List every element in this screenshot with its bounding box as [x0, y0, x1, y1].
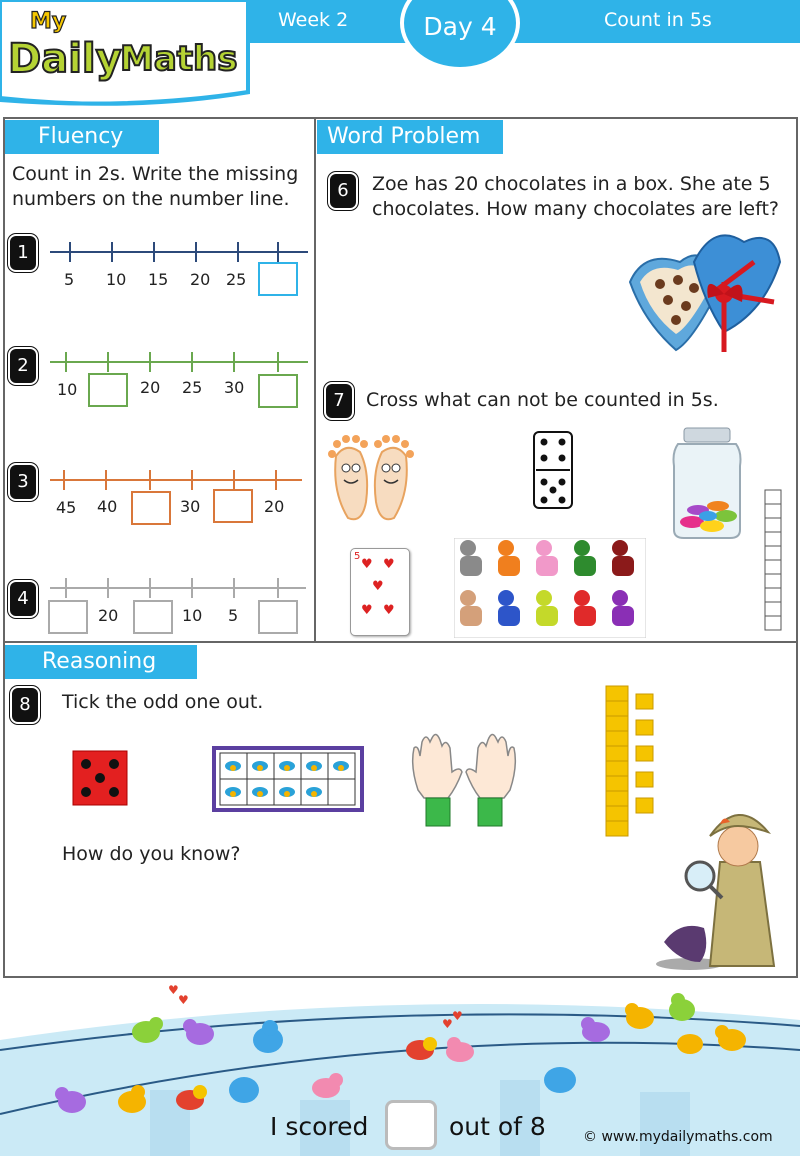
- question-number-1: 1: [10, 236, 36, 270]
- fluency-title: Fluency: [5, 120, 159, 154]
- number-label: 20: [190, 270, 211, 289]
- domino-image[interactable]: [532, 430, 574, 510]
- day-label: Day 4: [423, 12, 497, 41]
- svg-text:♥: ♥: [178, 993, 189, 1007]
- answer-box[interactable]: [88, 373, 128, 407]
- dice-image[interactable]: [72, 750, 128, 806]
- number-label: 40: [97, 497, 118, 516]
- answer-box[interactable]: [133, 600, 173, 634]
- question-number-7: 7: [326, 384, 352, 418]
- svg-text:♥: ♥: [452, 1009, 463, 1023]
- logo: [0, 0, 250, 112]
- number-label: 10: [57, 380, 78, 399]
- number-label: 25: [226, 270, 247, 289]
- number-label: 20: [140, 378, 161, 397]
- question-number-6: 6: [330, 174, 356, 208]
- svg-text:♥: ♥: [168, 983, 179, 997]
- number-label: 10: [182, 606, 203, 625]
- week-label: Week 2: [278, 9, 349, 31]
- heart-icon: ♥: [383, 603, 395, 618]
- detective-image: [650, 802, 790, 974]
- dogs-image[interactable]: [454, 538, 646, 638]
- logo-maths: Maths: [120, 39, 238, 79]
- number-label: 30: [180, 497, 201, 516]
- tens-rod-image[interactable]: [762, 488, 784, 636]
- number-label: 25: [182, 378, 203, 397]
- hands-image[interactable]: [404, 726, 524, 828]
- logo-my: My: [30, 9, 67, 34]
- reasoning-title: Reasoning: [5, 645, 197, 679]
- score-input-box[interactable]: [385, 1100, 437, 1150]
- svg-text:♥: ♥: [442, 1017, 453, 1031]
- question-number-8: 8: [12, 688, 38, 722]
- number-label: 5: [64, 270, 75, 289]
- answer-box[interactable]: [213, 489, 253, 523]
- answer-box[interactable]: [48, 600, 88, 634]
- question-8-text: Tick the odd one out.: [62, 691, 264, 713]
- answer-box[interactable]: [258, 374, 298, 408]
- question-number-2: 2: [10, 349, 36, 383]
- copyright-text: © www.mydailymaths.com: [583, 1129, 773, 1145]
- question-number-4: 4: [10, 582, 36, 616]
- number-label: 15: [148, 270, 169, 289]
- number-line-3: [48, 466, 310, 496]
- answer-box[interactable]: [258, 600, 298, 634]
- out-of-label: out of 8: [449, 1112, 546, 1141]
- number-label: 20: [98, 606, 119, 625]
- answer-box[interactable]: [258, 262, 298, 296]
- card-rank: 5: [354, 551, 361, 562]
- question-number-3: 3: [10, 465, 36, 499]
- question-6-text: Zoe has 20 chocolates in a box. She ate 5 chocolates. How many chocolates are left?: [372, 173, 779, 220]
- base-ten-blocks-image[interactable]: [604, 684, 656, 842]
- number-label: 10: [106, 270, 127, 289]
- heart-icon: ♥: [361, 603, 373, 618]
- ten-frame-image[interactable]: [212, 746, 364, 812]
- question-7-text: Cross what can not be counted in 5s.: [366, 389, 719, 411]
- number-label: 20: [264, 497, 285, 516]
- number-label: 45: [56, 498, 77, 517]
- feet-image[interactable]: [326, 432, 416, 524]
- scored-label: I scored: [270, 1112, 369, 1141]
- playing-card-image[interactable]: [350, 548, 410, 636]
- heart-icon: ♥: [361, 557, 373, 572]
- question-8-followup: How do you know?: [62, 843, 241, 865]
- word-problem-title: Word Problem: [317, 120, 503, 154]
- number-label: 5: [228, 606, 239, 625]
- chocolate-box-image: [624, 222, 784, 362]
- logo-daily: Daily: [8, 36, 122, 82]
- topic-label: Count in 5s: [604, 9, 712, 31]
- heart-icon: ♥: [372, 579, 384, 594]
- answer-box[interactable]: [131, 491, 171, 525]
- fluency-instruction: Count in 2s. Write the missing numbers on the number line.: [12, 163, 299, 210]
- heart-icon: ♥: [383, 557, 395, 572]
- number-label: 30: [224, 378, 245, 397]
- jelly-bean-jar-image[interactable]: [668, 426, 746, 542]
